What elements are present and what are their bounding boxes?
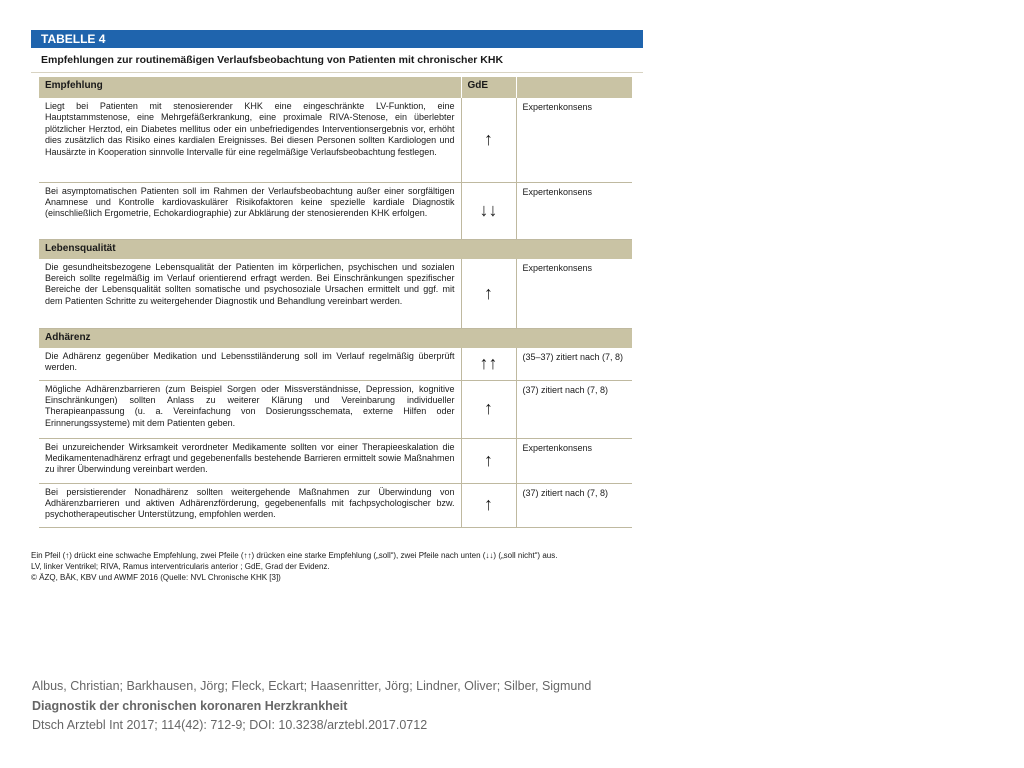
gde-arrow-icon: ↑ <box>461 438 516 483</box>
gde-arrow-icon: ↑ <box>461 259 516 329</box>
table-row <box>39 259 632 329</box>
table-row <box>39 98 632 182</box>
col-header-gde: GdE <box>461 77 516 98</box>
table-row <box>39 182 632 239</box>
evidence-source: Expertenkonsens <box>516 438 632 483</box>
table-footnotes <box>31 550 643 583</box>
footnote-abbreviations: LV, linker Ventrikel; RIVA, Ramus interventricularis anterior ; GdE, Grad der Evidenz. <box>31 562 330 571</box>
evidence-source: (35–37) zitiert nach (7, 8) <box>516 348 632 380</box>
citation-title: Diagnostik der chronischen koronaren Herzkrankheit <box>32 698 348 713</box>
citation-block <box>32 677 732 736</box>
table-figure <box>31 30 643 586</box>
section-row-adhaerenz <box>39 329 632 349</box>
table-title: Empfehlungen zur routinemäßigen Verlaufsbeobachtung von Patienten mit chronischer KHK <box>31 48 643 73</box>
table-row <box>39 483 632 527</box>
recommendation-text: Bei asymptomatischen Patienten soll im Rahmen der Verlaufsbeobachtung außer einer sorgfältigen Anamnese und Kontrolle kardiovaskulärer Risikofaktoren keine spezielle kardiale Diagnostik (einschließlich Ergometrie, Echokardiographie) zur Abklärung der stenosierenden KHK erfolgen. <box>39 182 461 239</box>
recommendation-text: Die Adhärenz gegenüber Medikation und Lebensstiländerung soll im Verlauf regelmäßig überprüft werden. <box>39 348 461 380</box>
evidence-source: Expertenkonsens <box>516 259 632 329</box>
gde-arrow-icon: ↑ <box>461 98 516 182</box>
evidence-source: (37) zitiert nach (7, 8) <box>516 380 632 438</box>
evidence-source: Expertenkonsens <box>516 98 632 182</box>
table-header-row <box>39 77 632 98</box>
recommendations-table <box>39 77 632 528</box>
recommendation-text: Mögliche Adhärenzbarrieren (zum Beispiel Sorgen oder Missverständnisse, Depression, kognitive Einschränkungen) sollten Anlass zu weiterer Klärung und Vereinbarung individueller Therapieanpassung (u. a. Vereinfachung von Dosierungsschemata, externe Hilfen oder Erinnerungssysteme) mit dem Patienten geben. <box>39 380 461 438</box>
section-row-lebensqualitaet <box>39 239 632 259</box>
table-row <box>39 380 632 438</box>
section-title: Adhärenz <box>39 329 632 349</box>
gde-arrow-icon: ↑↑ <box>461 348 516 380</box>
col-header-source <box>516 77 632 98</box>
gde-arrow-icon: ↓↓ <box>461 182 516 239</box>
evidence-source: (37) zitiert nach (7, 8) <box>516 483 632 527</box>
footnote-arrows: Ein Pfeil (↑) drückt eine schwache Empfehlung, zwei Pfeile (↑↑) drücken eine starke Empfehlung („soll“), zwei Pfeile nach unten (↓↓) („soll nicht“) aus. <box>31 551 558 560</box>
gde-arrow-icon: ↑ <box>461 380 516 438</box>
table-label: TABELLE 4 <box>31 30 643 48</box>
footnote-copyright: © ÄZQ, BÄK, KBV und AWMF 2016 (Quelle: NVL Chronische KHK [3]) <box>31 573 281 582</box>
table-row <box>39 438 632 483</box>
recommendation-text: Bei persistierender Nonadhärenz sollten weitergehende Maßnahmen zur Überwindung von Adhärenzbarrieren und aktiven Adhärenzförderung, gegebenenfalls mit fachpsychologischer bzw. psychotherapeutischer Unterstützung, empfohlen werden. <box>39 483 461 527</box>
table-row <box>39 348 632 380</box>
evidence-source: Expertenkonsens <box>516 182 632 239</box>
recommendation-text: Die gesundheitsbezogene Lebensqualität der Patienten im körperlichen, psychischen und sozialen Bereich sollte regelmäßig im Verlauf orientierend erfragt werden. Bei Einschränkungen spezifischer Bereiche der Lebensqualität sollten somatische und psychosoziale Ursachen ermittelt und ggf. mit dem Patienten Schritte zu weitergehender Diagnostik und Behandlung vereinbart werden. <box>39 259 461 329</box>
col-header-empfehlung: Empfehlung <box>39 77 461 98</box>
recommendation-text: Liegt bei Patienten mit stenosierender KHK eine eingeschränkte LV-Funktion, eine Hauptstammstenose, eine Mehrgefäßerkrankung, eine proximale RIVA-Stenose, ein überlebter plötzlicher Herztod, ein Diabetes mellitus oder ein unbefriedigendes Interventionsergebnis vor, erhöht dies zusätzlich das Risiko eines kardialen Ereignisses. Bei diesen Personen sollten Kardiologen und Hausärzte in Kooperation sinnvolle Intervalle für eine regelmäßige Verlaufsbeobachtung festlegen. <box>39 98 461 182</box>
gde-arrow-icon: ↑ <box>461 483 516 527</box>
section-title: Lebensqualität <box>39 239 632 259</box>
recommendations-table-wrap <box>39 77 632 528</box>
recommendation-text: Bei unzureichender Wirksamkeit verordneter Medikamente sollten vor einer Therapieeskalation die Medikamentenadhärenz erfragt und gegebenenfalls bestehende Barrieren ermittelt sowie Maßnahmen zu ihrer Überwindung vereinbart werden. <box>39 438 461 483</box>
citation-authors: Albus, Christian; Barkhausen, Jörg; Fleck, Eckart; Haasenritter, Jörg; Lindner, Oliver; Silber, Sigmund <box>32 679 592 693</box>
citation-journal: Dtsch Arztebl Int 2017; 114(42): 712-9; DOI: 10.3238/arztebl.2017.0712 <box>32 718 428 732</box>
